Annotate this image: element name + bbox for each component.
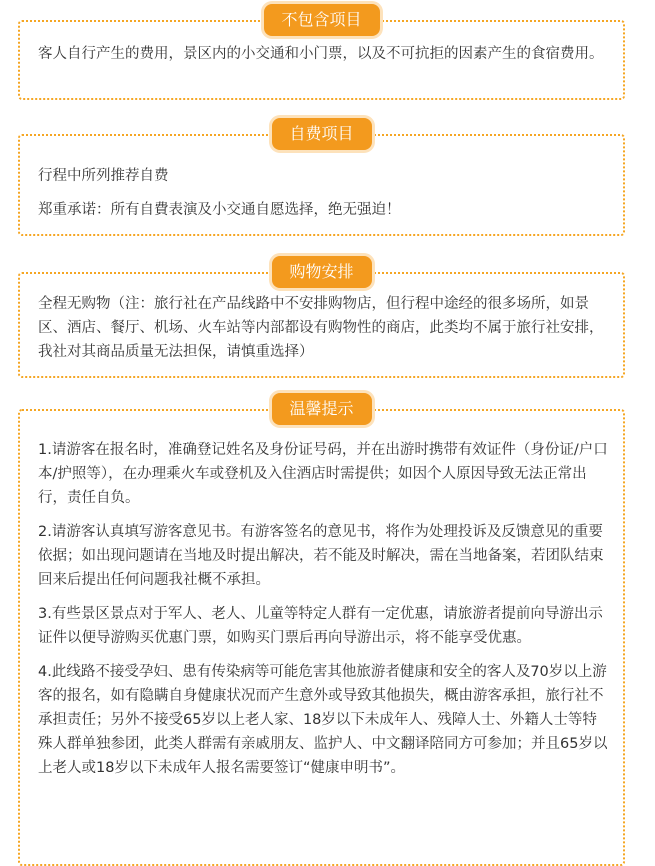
section-title: 购物安排 xyxy=(271,256,371,288)
section-excluded-items xyxy=(18,4,625,100)
section-body xyxy=(18,164,625,236)
section-title: 不包含项目 xyxy=(263,4,379,36)
paragraph: 全程无购物（注：旅行社在产品线路中不安排购物店，但行程中途经的很多场所，如景区、酒店、餐厅、机场、火车站等内部都设有购物性的商店，此类均不属于旅行社安排，我社对其商品质量无法担保，请慎重选择） xyxy=(38,296,604,360)
paragraph: 行程中所列推荐自费 xyxy=(38,168,169,184)
paragraph: 郑重承诺：所有自費表演及小交通自愿选择，绝无强迫！ xyxy=(38,202,401,218)
section-shopping-arrangement xyxy=(18,256,625,378)
tip-item: 2.请游客认真填写游客意见书。有游客签名的意见书，将作为处理投诉及反馈意见的重要依据；如出现问题请在当地及时提出解决，若不能及时解决，需在当地备案，若团队结束回来后提出任何问题我社概不承担。 xyxy=(38,524,604,588)
section-body xyxy=(18,292,625,378)
section-body xyxy=(18,42,625,100)
tip-item: 1.请游客在报名时，准确登记姓名及身份证号码，并在出游时携带有效证件（身份证/户口本/护照等），在办理乘火车或登机及入住酒店时需提供；如因个人原因导致无法正常出行，责任自负。 xyxy=(38,442,608,506)
paragraph: 客人自行产生的费用，景区内的小交通和小门票，以及不可抗拒的因素产生的食宿费用。 xyxy=(38,46,604,62)
section-body xyxy=(18,438,625,862)
tip-item: 4.此线路不接受孕妇、患有传染病等可能危害其他旅游者健康和安全的客人及70岁以上游客的报名，如有隐瞒自身健康状况而产生意外或导致其他损失，概由游客承担，旅行社不承担责任；另外不接受65岁以上老人家、18岁以下未成年人、残障人士、外籍人士等特殊人群单独参团，此类人群需有亲戚朋友、监护人、中文翻译陪同方可参加；并且65岁以上老人或18岁以下未成年人报名需要签订“健康申明书”。 xyxy=(38,664,608,776)
section-title: 温馨提示 xyxy=(271,393,371,425)
section-optional-expenses xyxy=(18,118,625,236)
section-tips xyxy=(18,393,625,862)
section-title: 自费项目 xyxy=(271,118,371,150)
tip-item: 3.有些景区景点对于军人、老人、儿童等特定人群有一定优惠，请旅游者提前向导游出示证件以便导游购买优惠门票，如购买门票后再向导游出示，将不能享受优惠。 xyxy=(38,606,603,646)
